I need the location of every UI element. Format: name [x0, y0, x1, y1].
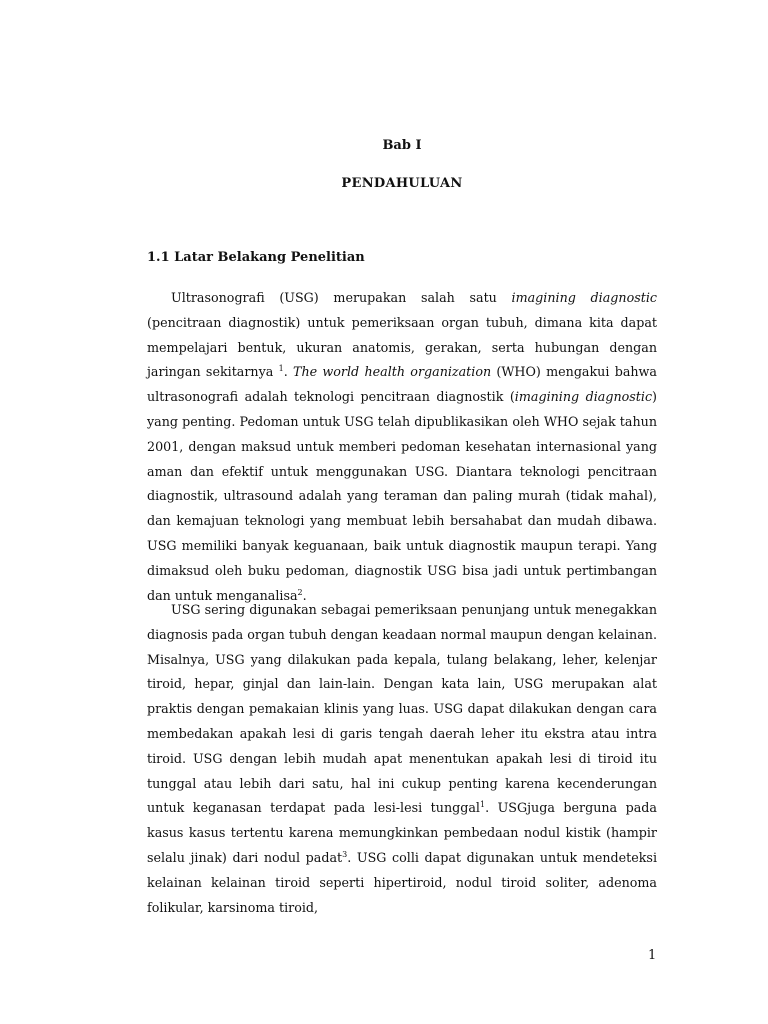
citation-superscript: 3: [342, 849, 348, 859]
chapter-label: Bab I: [382, 138, 422, 153]
text-run: . USGjuga berguna pada kasus kasus tertentu karena memungkinkan pembedaan nodul kistik (hampir selalu jinak) dari nodul padat: [147, 800, 657, 865]
text-run: (pencitraan diagnostik) untuk pemeriksaan organ tubuh, dimana kita dapat mempelajari bentuk, ukuran anatomis, gerakan, serta hubungan dengan jaringan sekitarnya: [147, 314, 657, 380]
body-paragraph-1: [147, 286, 657, 608]
italic-term: imagining diagnostic: [511, 290, 657, 305]
section-heading: 1.1 Latar Belakang Penelitian: [147, 250, 365, 265]
body-paragraph-2: [147, 598, 657, 920]
italic-term: The world health organization: [293, 364, 492, 380]
page-number: 1: [648, 948, 657, 963]
text-run: .: [283, 364, 294, 380]
text-run: Ultrasonografi (USG) merupakan salah satu: [171, 290, 512, 305]
text-run: USG sering digunakan sebagai pemeriksaan penunjang untuk menegakkan diagnosis pada organ tubuh dengan keadaan normal maupun dengan kelainan. Misalnya, USG yang dilakukan pada kepala, tulang belakang, leher, kelenjar tiroid, hepar, ginjal dan lain-lain. Dengan kata lain, USG merupakan alat praktis dengan pemakaian klinis yang luas. USG dapat dilakukan dengan cara membedakan apakah lesi di garis tengah daerah leher itu ekstra atau intra tiroid. USG dengan lebih mudah apat menentukan apakah lesi di tiroid itu tunggal atau lebih dari satu, hal ini cukup penting karena kecenderungan untuk keganasan terdapat pada lesi-lesi tunggal: [147, 602, 657, 816]
citation-superscript: 2: [297, 587, 303, 597]
chapter-title: PENDAHULUAN: [341, 176, 463, 191]
text-run: (WHO) mengakui bahwa ultrasonografi adalah teknologi pencitraan diagnostik (: [147, 364, 657, 405]
italic-term: imagining diagnostic: [514, 389, 653, 405]
text-run: .: [302, 587, 307, 603]
text-run: ) yang penting. Pedoman untuk USG telah dipublikasikan oleh WHO sejak tahun 2001, dengan maksud untuk memberi pedoman kesehatan internasional yang aman dan efektif untuk menggunakan USG. Diantara teknologi pencitraan diagnostik, ultrasound adalah yang teraman dan paling murah (tidak mahal), dan kemajuan teknologi yang membuat lebih bersahabat dan mudah dibawa. USG memiliki banyak keguanaan, baik untuk diagnostik maupun terapi. Yang dimaksud oleh buku pedoman, diagnostik USG bisa jadi untuk pertimbangan dan untuk menganalisa: [147, 389, 657, 603]
citation-superscript: 1: [479, 800, 486, 810]
citation-superscript: 1: [278, 364, 284, 374]
text-run: . USG colli dapat digunakan untuk mendeteksi kelainan kelainan tiroid seperti hipertiroid, nodul tiroid soliter, adenoma folikular, karsinoma tiroid,: [147, 849, 657, 915]
